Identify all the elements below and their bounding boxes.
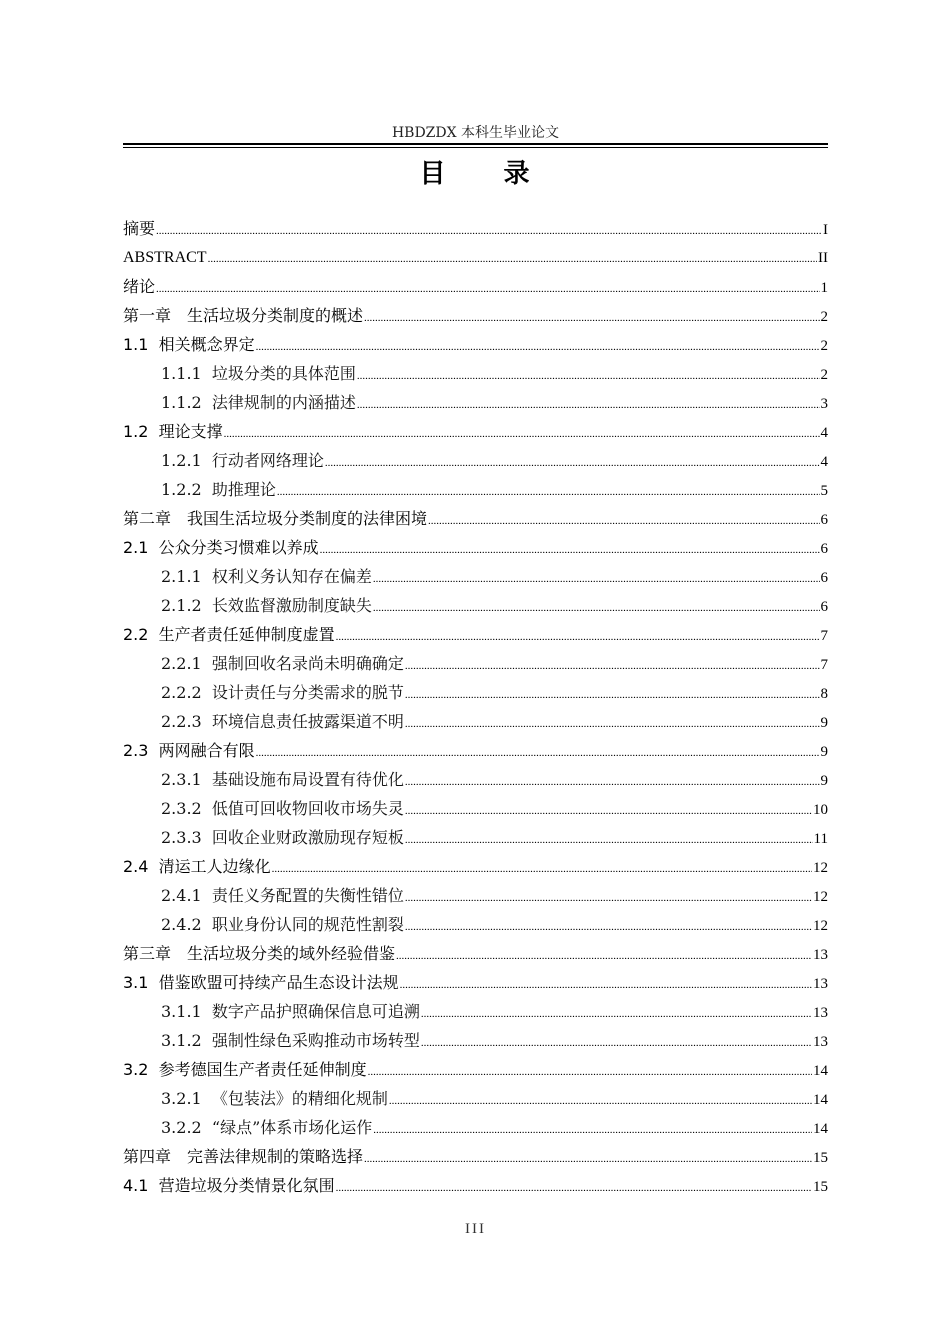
toc-entry[interactable] [123,475,828,504]
toc-entry[interactable] [123,1055,828,1084]
toc-entry-page: II [818,250,828,266]
toc-entry[interactable] [123,1171,828,1200]
toc-dot-leader [256,739,820,768]
toc-entry-label: 3.1.1 数字产品护照确保信息可追溯 [161,1002,420,1021]
toc-entry-label: 2.3 两网融合有限 [123,741,255,760]
toc-entry-label: 3.2.2 “绿点”体系市场化运作 [161,1118,373,1137]
toc-entry-page: 9 [820,773,828,789]
toc-entry-label: 3.2 参考德国生产者责任延伸制度 [123,1060,367,1079]
running-header: HBDZDX 本科生毕业论文 [391,125,560,141]
toc-entry[interactable] [123,243,828,272]
toc-entry-page: 5 [820,483,828,499]
toc-dot-leader [373,1116,812,1145]
toc-dot-leader [405,652,820,681]
toc-entry-label: 2.2.2 设计责任与分类需求的脱节 [161,683,404,702]
toc-dot-leader [405,768,820,797]
toc-entry-page: 9 [820,715,828,731]
toc-entry[interactable] [123,301,828,330]
toc-entry[interactable] [123,1084,828,1113]
toc-entry[interactable] [123,533,828,562]
toc-entry-label: 3.1.2 强制性绿色采购推动市场转型 [161,1031,420,1050]
toc-entry-page: 6 [820,512,828,528]
toc-entry-label: 1.2.1 行动者网络理论 [161,451,324,470]
toc-entry-label: 摘要 [123,219,156,238]
toc-entry-label: 2.4.2 职业身份认同的规范性割裂 [161,915,404,934]
toc-dot-leader [256,333,820,362]
toc-entry-label: 第二章 我国生活垃圾分类制度的法律困境 [123,509,428,528]
toc-entry-page: 6 [820,541,828,557]
toc-dot-leader [405,681,820,710]
toc-entry-page: 3 [820,396,828,412]
toc-dot-leader [421,1029,812,1058]
toc-entry[interactable] [123,678,828,707]
toc-dot-leader [400,971,812,1000]
toc-entry[interactable] [123,707,828,736]
toc-entry-label: 1.2.2 助推理论 [161,480,276,499]
toc-entry-label: 1.1.2 法律规制的内涵描述 [161,393,356,412]
toc-entry[interactable] [123,794,828,823]
toc-entry-page: 12 [813,918,828,934]
toc-dot-leader [421,1000,812,1029]
toc-entry-page: 6 [820,570,828,586]
toc-entry[interactable] [123,446,828,475]
toc-dot-leader [277,478,820,507]
toc-dot-leader [357,391,820,420]
toc-entry-page: 14 [813,1092,828,1108]
toc-entry[interactable] [123,620,828,649]
toc-entry-label: 2.1 公众分类习惯难以养成 [123,538,319,557]
toc-entry-label: 第四章 完善法律规制的策略选择 [123,1147,364,1166]
toc-dot-leader [156,217,822,246]
toc-entry-label: 1.1.1 垃圾分类的具体范围 [161,364,356,383]
page-number: III [465,1221,486,1237]
toc-entry-page: 2 [820,367,828,383]
toc-entry-label: 2.1.1 权利义务认知存在偏差 [161,567,372,586]
toc-dot-leader [336,623,820,652]
toc-entry-page: 15 [813,1150,828,1166]
toc-dot-leader [368,1058,812,1087]
toc-entry-label: 2.2.1 强制回收名录尚未明确确定 [161,654,404,673]
toc-dot-leader [336,1174,812,1203]
toc-entry[interactable] [123,272,828,301]
toc-dot-leader [373,594,820,623]
toc-entry[interactable] [123,910,828,939]
toc-dot-leader [325,449,820,478]
toc-dot-leader [364,304,819,333]
toc-entry[interactable] [123,214,828,243]
toc-dot-leader [272,855,812,884]
toc-entry-label: 第三章 生活垃圾分类的域外经验借鉴 [123,944,396,963]
toc-entry[interactable] [123,881,828,910]
toc-entry-label: 2.2 生产者责任延伸制度虚置 [123,625,335,644]
toc-entry-page: 14 [813,1063,828,1079]
toc-entry-page: 9 [820,744,828,760]
header-rule-thick [123,143,828,145]
toc-entry-page: 4 [820,425,828,441]
toc-entry[interactable] [123,591,828,620]
toc-entry-label: 3.1 借鉴欧盟可持续产品生态设计法规 [123,973,399,992]
toc-entry[interactable] [123,649,828,678]
toc-entry-label: 2.4.1 责任义务配置的失衡性错位 [161,886,404,905]
toc-entry[interactable] [123,823,828,852]
toc-entry-page: 7 [820,657,828,673]
toc-dot-leader [357,362,820,391]
toc-entry[interactable] [123,939,828,968]
toc-entry-label: 2.3.1 基础设施布局设置有待优化 [161,770,404,789]
toc-entry[interactable] [123,997,828,1026]
toc-dot-leader [389,1087,812,1116]
toc-entry-label: 2.1.2 长效监督激励制度缺失 [161,596,372,615]
header-rule-thin [123,147,828,148]
toc-entry-page: 14 [813,1121,828,1137]
toc-entry-label: 第一章 生活垃圾分类制度的概述 [123,306,364,325]
toc-entry-page: 11 [813,831,828,847]
toc-entry[interactable] [123,852,828,881]
toc-dot-leader [405,913,812,942]
toc-dot-leader [405,797,812,826]
toc-entry-page: 13 [813,976,828,992]
toc-entry-label: 1.2 理论支撑 [123,422,223,441]
toc-entry[interactable] [123,562,828,591]
toc-entry[interactable] [123,504,828,533]
table-of-contents [123,214,828,1200]
toc-dot-leader [364,1145,812,1174]
toc-entry-page: 8 [820,686,828,702]
toc-entry[interactable] [123,359,828,388]
toc-entry-page: 2 [820,338,828,354]
toc-entry-page: 13 [813,1034,828,1050]
toc-entry-label: 1.1 相关概念界定 [123,335,255,354]
toc-entry-page: 7 [820,628,828,644]
toc-entry[interactable] [123,388,828,417]
toc-entry-page: 12 [813,889,828,905]
toc-entry[interactable] [123,1142,828,1171]
toc-entry-label: 4.1 营造垃圾分类情景化氛围 [123,1176,335,1195]
toc-entry-page: I [823,222,828,238]
toc-dot-leader [156,275,819,304]
toc-entry-label: 2.3.2 低值可回收物回收市场失灵 [161,799,404,818]
toc-dot-leader [428,507,819,536]
toc-entry-page: 15 [813,1179,828,1195]
toc-entry[interactable] [123,1113,828,1142]
toc-dot-leader [405,884,812,913]
toc-dot-leader [208,245,817,274]
toc-entry-label: ABSTRACT [123,249,207,266]
toc-dot-leader [224,420,820,449]
page-title: 目 录 [419,159,532,189]
toc-entry[interactable] [123,1026,828,1055]
toc-entry-page: 12 [813,860,828,876]
toc-dot-leader [373,565,820,594]
toc-entry[interactable] [123,417,828,446]
toc-entry[interactable] [123,736,828,765]
toc-entry[interactable] [123,765,828,794]
toc-entry-page: 6 [820,599,828,615]
toc-entry-page: 4 [820,454,828,470]
toc-entry-page: 13 [813,947,828,963]
toc-entry-label: 绪论 [123,277,156,296]
toc-dot-leader [405,826,813,855]
toc-dot-leader [405,710,820,739]
toc-entry-label: 2.2.3 环境信息责任披露渠道不明 [161,712,404,731]
toc-entry[interactable] [123,330,828,359]
toc-entry-label: 2.4 清运工人边缘化 [123,857,271,876]
toc-entry-page: 1 [820,280,828,296]
toc-dot-leader [396,942,812,971]
toc-entry-page: 13 [813,1005,828,1021]
toc-entry[interactable] [123,968,828,997]
toc-entry-label: 2.3.3 回收企业财政激励现存短板 [161,828,404,847]
toc-entry-page: 2 [820,309,828,325]
toc-entry-page: 10 [813,802,828,818]
toc-dot-leader [320,536,820,565]
toc-entry-label: 3.2.1 《包装法》的精细化规制 [161,1089,388,1108]
